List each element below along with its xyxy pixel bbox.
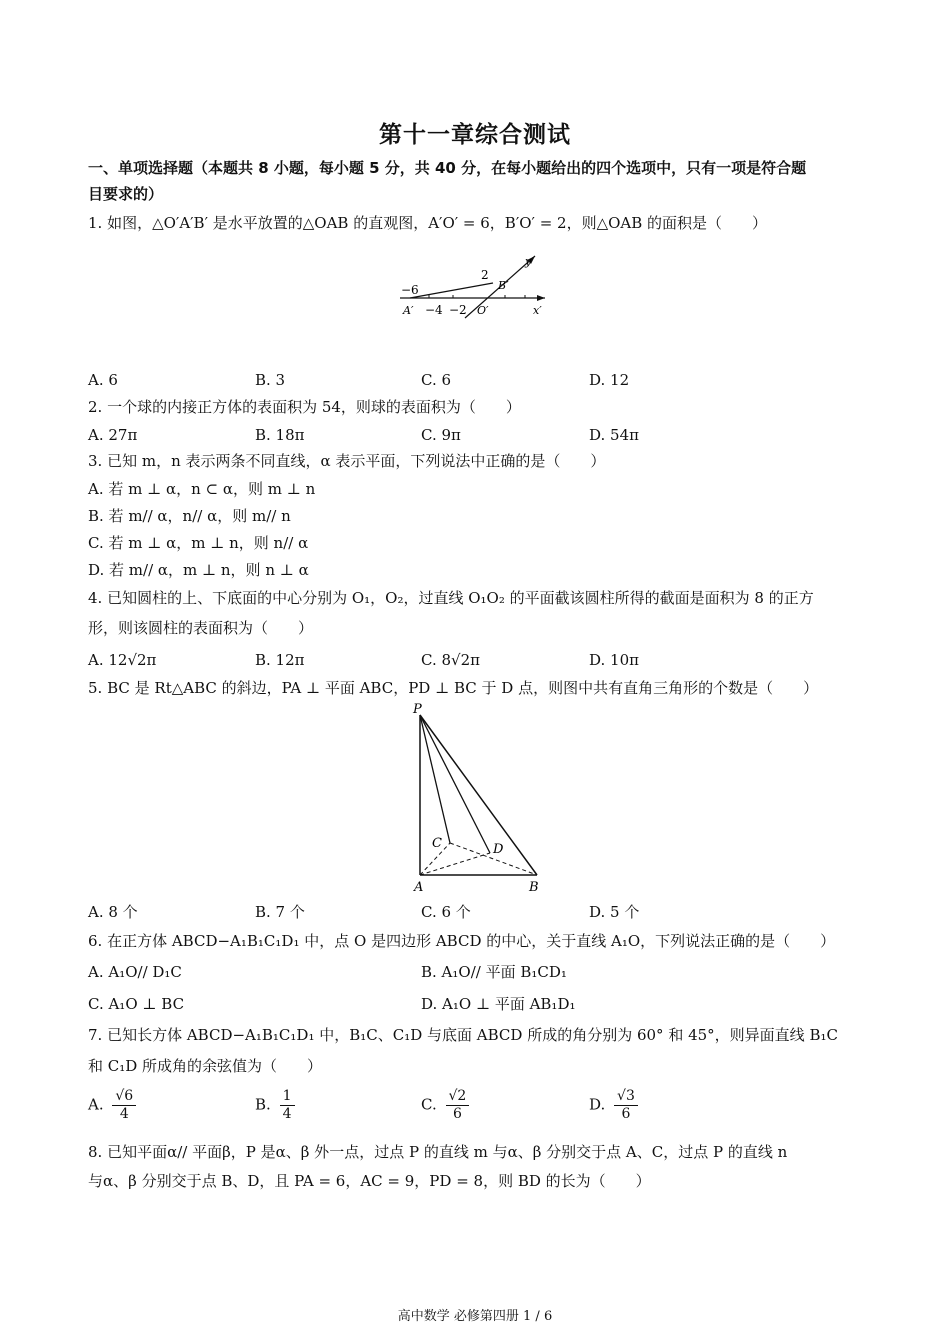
q1-option-b[interactable]: B. 3: [255, 371, 286, 389]
q5-option-a[interactable]: A. 8 个: [88, 903, 138, 921]
question-8-text-line2: 与α、β 分别交于点 B、D，且 PA = 6，AC = 9，PD = 8，则 BD 的长为（ ）: [88, 1172, 651, 1190]
fig1-label-x: x′: [533, 304, 542, 317]
q7-option-c-letter: C.: [421, 1095, 437, 1114]
question-2-text: 2. 一个球的内接正方体的表面积为 54，则球的表面积为（ ）: [88, 398, 521, 416]
fig1-label-2: 2: [481, 268, 489, 282]
q7-option-b-fraction: [280, 1088, 295, 1123]
q2-option-c[interactable]: C. 9π: [421, 426, 461, 444]
q7-option-d-den: 6: [621, 1106, 631, 1122]
q7-option-a[interactable]: [88, 1088, 136, 1123]
q5-option-d[interactable]: D. 5 个: [589, 903, 640, 921]
question-6-text: 6. 在正方体 ABCD−A₁B₁C₁D₁ 中，点 O 是四边形 ABCD 的中心，关于直线 A₁O，下列说法正确的是（ ）: [88, 932, 836, 950]
q5-figure: [405, 703, 550, 895]
q7-option-a-letter: A.: [88, 1095, 104, 1114]
fig5-label-P: P: [413, 703, 422, 717]
fig1-label-neg6: −6: [401, 283, 419, 297]
q7-option-d-fraction: [614, 1088, 638, 1123]
question-3-text: 3. 已知 m，n 表示两条不同直线，α 表示平面，下列说法中正确的是（ ）: [88, 452, 606, 470]
q7-option-c-fraction: [446, 1088, 470, 1123]
fig1-label-O: O′: [477, 304, 489, 317]
q6-option-c[interactable]: C. A₁O ⊥ BC: [88, 995, 185, 1013]
question-1-text: 1. 如图，△O′A′B′ 是水平放置的△OAB 的直观图，A′O′ = 6，B′O′ = 2，则△OAB 的面积是（ ）: [88, 214, 768, 232]
fig5-label-B: B: [529, 880, 539, 895]
fig5-label-C: C: [432, 836, 442, 851]
page-title: 第十一章综合测试: [379, 121, 571, 148]
fig5-label-D: D: [493, 842, 504, 857]
q1-option-c[interactable]: C. 6: [421, 371, 452, 389]
q5-option-c[interactable]: C. 6 个: [421, 903, 471, 921]
page-footer: 高中数学 必修第四册 1 / 6: [397, 1309, 553, 1324]
question-7-text-line1: 7. 已知长方体 ABCD−A₁B₁C₁D₁ 中，B₁C、C₁D 与底面 ABCD 所成的角分别为 60° 和 45°，则异面直线 B₁C: [88, 1026, 838, 1044]
section-heading-line1: 一、单项选择题（本题共 8 小题，每小题 5 分，共 40 分，在每小题给出的四个选项中，只有一项是符合题: [88, 159, 807, 177]
q6-option-d[interactable]: D. A₁O ⊥ 平面 AB₁D₁: [421, 995, 576, 1013]
q1-option-d[interactable]: D. 12: [589, 371, 630, 389]
q7-option-d-letter: D.: [589, 1095, 606, 1114]
question-7-text-line2: 和 C₁D 所成角的余弦值为（ ）: [88, 1057, 323, 1075]
q7-option-d-num: √3: [614, 1088, 638, 1106]
fig5-label-A: A: [414, 880, 424, 895]
q7-option-c-den: 6: [452, 1106, 462, 1122]
fig1-label-neg4: −4: [425, 303, 443, 317]
question-8-text-line1: 8. 已知平面α// 平面β，P 是α、β 外一点，过点 P 的直线 m 与α、β 分别交于点 A、C，过点 P 的直线 n: [88, 1143, 788, 1161]
q7-option-d[interactable]: [589, 1088, 638, 1123]
q2-option-d[interactable]: D. 54π: [589, 426, 639, 444]
q7-option-c[interactable]: [421, 1088, 469, 1123]
q3-option-d[interactable]: D. 若 m// α，m ⊥ n，则 n ⊥ α: [88, 561, 309, 579]
section-heading-line2: 目要求的）: [88, 185, 164, 203]
q5-option-b[interactable]: B. 7 个: [255, 903, 305, 921]
question-5-text: 5. BC 是 Rt△ABC 的斜边，PA ⊥ 平面 ABC，PD ⊥ BC 于 D 点，则图中共有直角三角形的个数是（ ）: [88, 679, 819, 697]
fig1-label-A: A′: [403, 304, 414, 317]
q3-option-b[interactable]: B. 若 m// α，n// α，则 m// n: [88, 507, 291, 525]
fig1-label-B: B′: [498, 279, 509, 292]
q4-option-a[interactable]: A. 12√2π: [88, 651, 157, 669]
q2-option-b[interactable]: B. 18π: [255, 426, 305, 444]
q1-figure: [395, 250, 555, 320]
q4-option-c[interactable]: C. 8√2π: [421, 651, 480, 669]
q7-option-a-fraction: [112, 1088, 136, 1123]
q7-option-b-num: 1: [280, 1088, 295, 1106]
q7-option-a-den: 4: [119, 1106, 129, 1122]
question-4-text-line1: 4. 已知圆柱的上、下底面的中心分别为 O₁，O₂，过直线 O₁O₂ 的平面截该圆柱所得的截面是面积为 8 的正方: [88, 589, 814, 607]
fig1-label-neg2: −2: [449, 303, 467, 317]
q4-option-b[interactable]: B. 12π: [255, 651, 305, 669]
q3-option-c[interactable]: C. 若 m ⊥ α，m ⊥ n，则 n// α: [88, 534, 309, 552]
fig1-label-y: y′: [525, 255, 534, 268]
q4-option-d[interactable]: D. 10π: [589, 651, 639, 669]
q7-option-b[interactable]: [255, 1088, 295, 1123]
q6-option-b[interactable]: B. A₁O// 平面 B₁CD₁: [421, 963, 567, 981]
q1-option-a[interactable]: A. 6: [88, 371, 118, 389]
q2-option-a[interactable]: A. 27π: [88, 426, 138, 444]
q7-option-c-num: √2: [446, 1088, 470, 1106]
q7-option-b-den: 4: [282, 1106, 292, 1122]
question-4-text-line2: 形，则该圆柱的表面积为（ ）: [88, 619, 314, 637]
q6-option-a[interactable]: A. A₁O// D₁C: [88, 963, 182, 981]
q3-option-a[interactable]: A. 若 m ⊥ α，n ⊂ α，则 m ⊥ n: [88, 480, 316, 498]
q7-option-a-num: √6: [112, 1088, 136, 1106]
q7-option-b-letter: B.: [255, 1095, 271, 1114]
